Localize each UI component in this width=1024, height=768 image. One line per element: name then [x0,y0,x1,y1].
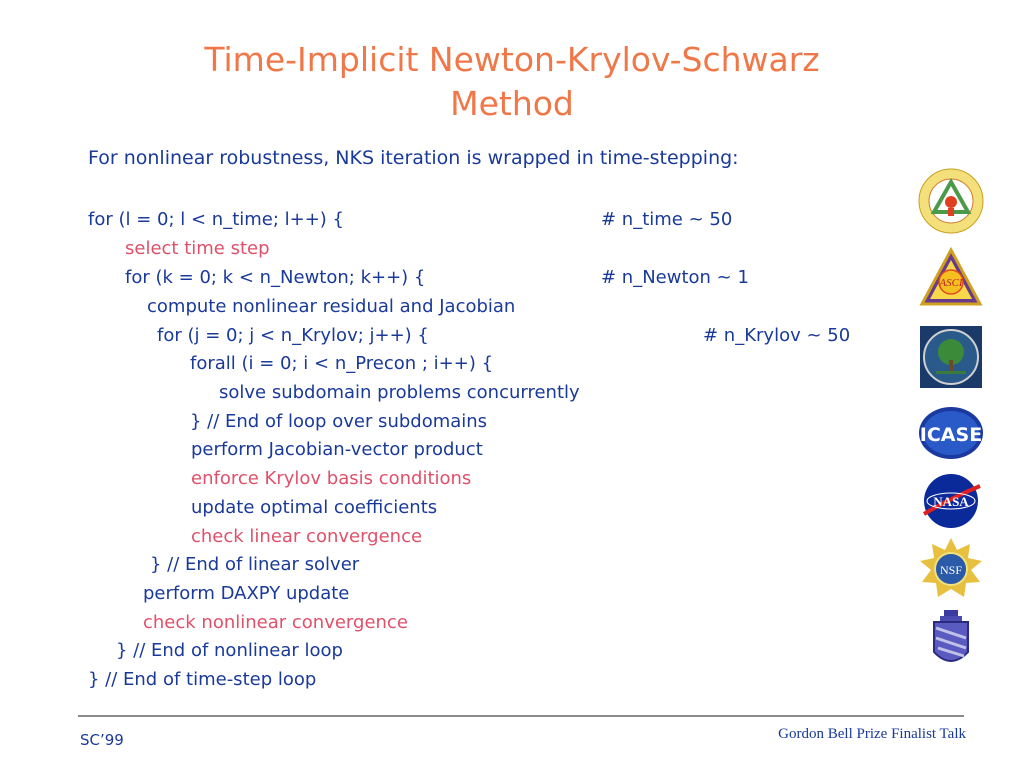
footer-left-text: SC’99 [80,731,124,749]
nasa-logo [918,468,984,534]
svg-text:NSF: NSF [939,563,963,577]
asci-logo [918,246,984,312]
argonne-national-laboratory-logo [918,168,984,234]
code-line: update optimal coefficients [191,497,438,518]
code-line: } // End of loop over subdomains [190,411,488,432]
code-line: } // End of nonlinear loop [116,640,343,661]
code-line: check linear convergence [191,526,423,547]
slide-title-line1: Time-Implicit Newton-Krylov-Schwarz [204,40,820,79]
svg-text:ICASE: ICASE [919,424,983,446]
code-line: forall (i = 0; i < n_Precon ; i++) { [190,353,494,374]
code-line: compute nonlinear residual and Jacobian [147,296,516,317]
intro-text: For nonlinear robustness, NKS iteration is wrapped in time-stepping: [88,147,739,169]
department-of-energy-seal [918,324,984,390]
footer-divider [78,715,964,717]
code-line: perform Jacobian-vector product [191,439,483,460]
code-line: for (k = 0; k < n_Newton; k++) { [125,267,426,288]
svg-text:NASA: NASA [933,494,969,509]
icase-logo [918,400,984,466]
odu-crest-logo [918,608,984,674]
code-line: check nonlinear convergence [143,612,408,633]
code-line: select time step [125,238,270,259]
code-line: perform DAXPY update [143,583,350,604]
nsf-logo [918,536,984,602]
footer-right-text: Gordon Bell Prize Finalist Talk [778,726,966,742]
code-line: solve subdomain problems concurrently [219,382,580,403]
code-line: for (l = 0; l < n_time; l++) { [88,209,345,230]
code-line: enforce Krylov basis conditions [191,468,472,489]
code-line: } // End of linear solver [150,554,360,575]
comment-n-krylov: # n_Krylov ~ 50 [703,325,851,346]
code-line: } // End of time-step loop [88,669,317,690]
comment-n-newton: # n_Newton ~ 1 [601,267,749,288]
slide-title-line2: Method [450,84,574,123]
comment-n-time: # n_time ~ 50 [601,209,733,230]
slide-title [0,38,1024,126]
code-line: for (j = 0; j < n_Krylov; j++) { [157,325,429,346]
svg-text:ASCI: ASCI [939,277,963,289]
